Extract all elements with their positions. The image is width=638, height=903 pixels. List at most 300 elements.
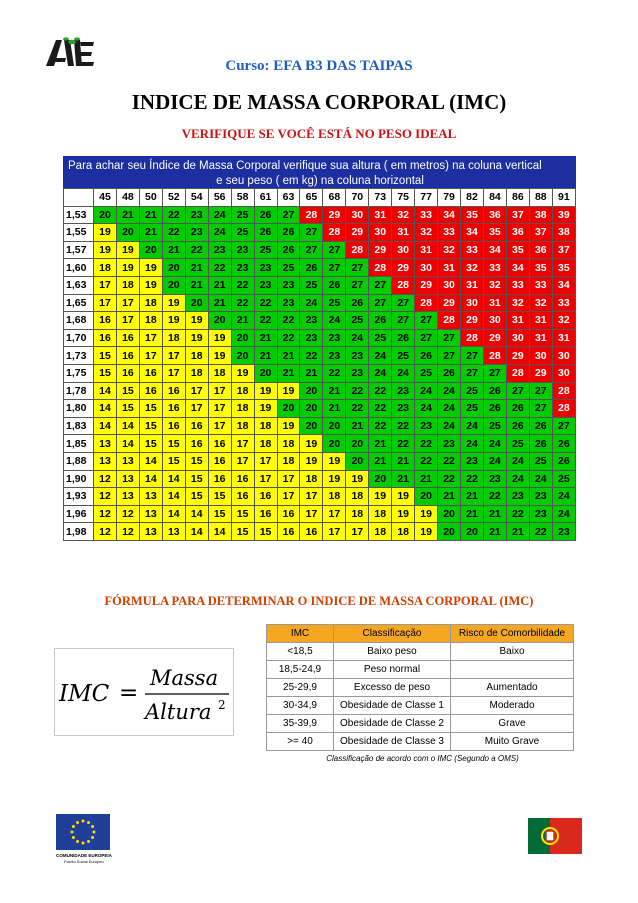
- bmi-cell: 18: [139, 294, 162, 312]
- classification-cell: Excesso de peso: [334, 679, 451, 697]
- bmi-cell: 23: [323, 329, 346, 347]
- bmi-cell: 36: [529, 241, 552, 259]
- bmi-cell: 31: [483, 294, 506, 312]
- eu-star: [72, 836, 75, 839]
- bmi-cell: 21: [116, 206, 139, 224]
- weight-header: 84: [483, 189, 506, 207]
- bmi-cell: 30: [392, 241, 415, 259]
- bmi-cell: 37: [552, 241, 575, 259]
- bmi-cell: 31: [369, 206, 392, 224]
- bmi-cell: 20: [231, 329, 254, 347]
- bmi-cell: 37: [506, 206, 529, 224]
- imc-range-cell: 30-34,9: [267, 697, 334, 715]
- bmi-cell: 19: [116, 241, 139, 259]
- bmi-cell: 18: [254, 435, 277, 453]
- bmi-cell: 20: [346, 452, 369, 470]
- bmi-cell: 24: [438, 400, 461, 418]
- bmi-cell: 16: [139, 382, 162, 400]
- bmi-cell: 19: [346, 470, 369, 488]
- bmi-cell: 23: [346, 364, 369, 382]
- bmi-cell: 17: [300, 488, 323, 506]
- bmi-cell: 23: [277, 276, 300, 294]
- bmi-cell: 22: [392, 435, 415, 453]
- bmi-cell: 28: [552, 382, 575, 400]
- bmi-cell: 17: [254, 470, 277, 488]
- bmi-cell: 22: [323, 364, 346, 382]
- bmi-cell: 16: [208, 452, 231, 470]
- bmi-cell: 20: [116, 224, 139, 242]
- bmi-cell: 23: [438, 435, 461, 453]
- formula-title: FÓRMULA PARA DETERMINAR O INDICE DE MASSA CORPORAL (IMC): [104, 594, 534, 608]
- bmi-row: [64, 523, 576, 541]
- bmi-cell: 23: [254, 259, 277, 277]
- formula-denominator: Altura: [145, 700, 212, 724]
- bmi-cell: 22: [483, 488, 506, 506]
- bmi-cell: 21: [483, 523, 506, 541]
- bmi-cell: 34: [461, 224, 484, 242]
- bmi-cell: 20: [323, 435, 346, 453]
- bmi-cell: 28: [323, 224, 346, 242]
- classification-table: [266, 624, 574, 751]
- bmi-cell: 26: [346, 294, 369, 312]
- bmi-row: [64, 470, 576, 488]
- bmi-cell: 15: [139, 417, 162, 435]
- classification-row: [267, 679, 574, 697]
- bmi-cell: 17: [139, 329, 162, 347]
- classification-cell: Peso normal: [334, 661, 451, 679]
- bmi-cell: 21: [392, 452, 415, 470]
- bmi-cell: 21: [300, 364, 323, 382]
- bmi-cell: 20: [461, 523, 484, 541]
- bmi-cell: 23: [185, 206, 208, 224]
- bmi-cell: 27: [461, 364, 484, 382]
- bmi-cell: 22: [415, 452, 438, 470]
- bmi-cell: 17: [116, 312, 139, 330]
- bmi-cell: 21: [254, 347, 277, 365]
- bmi-cell: 19: [185, 329, 208, 347]
- bmi-cell: 21: [277, 364, 300, 382]
- bmi-cell: 20: [300, 417, 323, 435]
- bmi-cell: 28: [300, 206, 323, 224]
- bmi-cell: 21: [461, 488, 484, 506]
- bmi-cell: 17: [162, 364, 185, 382]
- bmi-chart: [63, 156, 576, 541]
- bmi-cell: 26: [438, 364, 461, 382]
- bmi-cell: 27: [438, 329, 461, 347]
- bmi-cell: 18: [116, 276, 139, 294]
- bmi-cell: 21: [185, 259, 208, 277]
- bmi-cell: 17: [300, 505, 323, 523]
- bmi-cell: 18: [369, 505, 392, 523]
- classification-row: [267, 733, 574, 751]
- bmi-row: [64, 382, 576, 400]
- bmi-cell: 22: [277, 329, 300, 347]
- instruction-line-1: Para achar seu Índice de Massa Corporal verifique sua altura ( em metros) na coluna vertical: [68, 160, 542, 172]
- bmi-row: [64, 505, 576, 523]
- risk-cell: Baixo: [451, 643, 574, 661]
- bmi-cell: 33: [506, 276, 529, 294]
- bmi-cell: 18: [162, 329, 185, 347]
- height-label: 1,85: [64, 435, 94, 453]
- bmi-cell: 21: [208, 276, 231, 294]
- bmi-cell: 19: [323, 470, 346, 488]
- classification-row: [267, 661, 574, 679]
- bmi-cell: 30: [552, 364, 575, 382]
- bmi-cell: 21: [185, 276, 208, 294]
- bmi-row: [64, 347, 576, 365]
- bmi-cell: 33: [529, 276, 552, 294]
- bmi-cell: 23: [254, 276, 277, 294]
- bmi-cell: 19: [94, 224, 117, 242]
- bmi-cell: 19: [254, 382, 277, 400]
- bmi-cell: 35: [529, 259, 552, 277]
- bmi-cell: 26: [254, 224, 277, 242]
- risk-cell: Aumentado: [451, 679, 574, 697]
- bmi-cell: 18: [277, 452, 300, 470]
- bmi-cell: 29: [461, 312, 484, 330]
- bmi-cell: 23: [529, 488, 552, 506]
- bmi-cell: 27: [529, 382, 552, 400]
- bmi-cell: 21: [438, 488, 461, 506]
- bmi-cell: 19: [254, 400, 277, 418]
- bmi-cell: 27: [346, 276, 369, 294]
- height-label: 1,63: [64, 276, 94, 294]
- bmi-cell: 26: [369, 312, 392, 330]
- weight-header: 52: [162, 189, 185, 207]
- bmi-cell: 15: [231, 505, 254, 523]
- bmi-cell: 33: [552, 294, 575, 312]
- height-label: 1,80: [64, 400, 94, 418]
- bmi-cell: 32: [529, 294, 552, 312]
- bmi-row: [64, 400, 576, 418]
- bmi-row: [64, 417, 576, 435]
- bmi-cell: 17: [208, 382, 231, 400]
- weight-header: 73: [369, 189, 392, 207]
- bmi-cell: 23: [529, 505, 552, 523]
- bmi-cell: 15: [208, 505, 231, 523]
- height-label: 1,53: [64, 206, 94, 224]
- bmi-cell: 27: [529, 400, 552, 418]
- bmi-cell: 17: [139, 347, 162, 365]
- bmi-cell: 34: [438, 206, 461, 224]
- bmi-cell: 27: [438, 347, 461, 365]
- bmi-cell: 29: [483, 329, 506, 347]
- bmi-cell: 24: [323, 312, 346, 330]
- height-label: 1,60: [64, 259, 94, 277]
- bmi-cell: 20: [300, 400, 323, 418]
- bmi-cell: 26: [506, 400, 529, 418]
- bmi-cell: 21: [277, 347, 300, 365]
- height-label: 1,93: [64, 488, 94, 506]
- bmi-cell: 29: [438, 294, 461, 312]
- bmi-cell: 18: [94, 259, 117, 277]
- bmi-cell: 22: [369, 400, 392, 418]
- bmi-cell: 27: [552, 417, 575, 435]
- bmi-cell: 31: [392, 224, 415, 242]
- bmi-cell: 23: [506, 488, 529, 506]
- bmi-cell: 18: [231, 400, 254, 418]
- bmi-cell: 27: [392, 294, 415, 312]
- height-label: 1,96: [64, 505, 94, 523]
- bmi-row: [64, 364, 576, 382]
- bmi-cell: 17: [185, 400, 208, 418]
- eu-star: [91, 825, 94, 828]
- bmi-cell: 26: [254, 206, 277, 224]
- bmi-cell: 34: [506, 259, 529, 277]
- bmi-cell: 22: [346, 400, 369, 418]
- bmi-cell: 18: [300, 470, 323, 488]
- bmi-cell: 21: [231, 312, 254, 330]
- weight-header: 86: [506, 189, 529, 207]
- bmi-cell: 16: [231, 488, 254, 506]
- bmi-cell: 22: [208, 259, 231, 277]
- bmi-cell: 24: [506, 470, 529, 488]
- bmi-cell: 25: [461, 382, 484, 400]
- bmi-cell: 35: [506, 241, 529, 259]
- bmi-cell: 17: [94, 294, 117, 312]
- bmi-cell: 26: [277, 224, 300, 242]
- eu-star: [87, 821, 90, 824]
- bmi-cell: 20: [208, 312, 231, 330]
- header-risk: Risco de Comorbilidade: [451, 625, 574, 643]
- bmi-cell: 16: [162, 400, 185, 418]
- bmi-cell: 21: [461, 505, 484, 523]
- bmi-cell: 16: [185, 435, 208, 453]
- height-label: 1,83: [64, 417, 94, 435]
- bmi-cell: 19: [162, 294, 185, 312]
- bmi-cell: 29: [415, 276, 438, 294]
- height-label: 1,57: [64, 241, 94, 259]
- imc-formula: [54, 648, 234, 736]
- bmi-cell: 28: [506, 364, 529, 382]
- bmi-cell: 27: [323, 241, 346, 259]
- corner-cell: [64, 189, 94, 207]
- imc-range-cell: >= 40: [267, 733, 334, 751]
- bmi-cell: 17: [346, 523, 369, 541]
- bmi-cell: 17: [277, 470, 300, 488]
- eu-star: [91, 836, 94, 839]
- bmi-row: [64, 259, 576, 277]
- bmi-cell: 24: [461, 417, 484, 435]
- bmi-cell: 13: [139, 488, 162, 506]
- bmi-cell: 27: [392, 312, 415, 330]
- height-label: 1,88: [64, 452, 94, 470]
- bmi-cell: 18: [231, 382, 254, 400]
- bmi-cell: 25: [552, 470, 575, 488]
- bmi-cell: 22: [438, 470, 461, 488]
- bmi-cell: 16: [208, 435, 231, 453]
- classification-cell: Obesidade de Classe 1: [334, 697, 451, 715]
- imc-range-cell: 25-29,9: [267, 679, 334, 697]
- bmi-cell: 23: [277, 294, 300, 312]
- bmi-cell: 12: [94, 470, 117, 488]
- bmi-cell: 33: [438, 224, 461, 242]
- bmi-cell: 27: [346, 259, 369, 277]
- bmi-cell: 23: [300, 329, 323, 347]
- bmi-row: [64, 312, 576, 330]
- bmi-cell: 26: [483, 382, 506, 400]
- bmi-cell: 23: [231, 259, 254, 277]
- bmi-cell: 12: [94, 488, 117, 506]
- bmi-cell: 28: [415, 294, 438, 312]
- bmi-cell: 15: [116, 382, 139, 400]
- height-label: 1,65: [64, 294, 94, 312]
- bmi-row: [64, 294, 576, 312]
- bmi-cell: 28: [461, 329, 484, 347]
- bmi-cell: 19: [208, 329, 231, 347]
- bmi-cell: 32: [552, 312, 575, 330]
- bmi-cell: 24: [438, 382, 461, 400]
- eu-caption: COMUNIDADE EUROPEIA: [56, 853, 112, 858]
- eu-star: [93, 831, 96, 834]
- bmi-cell: 17: [94, 276, 117, 294]
- bmi-cell: 15: [208, 488, 231, 506]
- bmi-cell: 17: [254, 452, 277, 470]
- bmi-cell: 18: [185, 347, 208, 365]
- bmi-cell: 27: [415, 312, 438, 330]
- classification-row: [267, 715, 574, 733]
- eu-star: [71, 831, 74, 834]
- bmi-cell: 29: [369, 241, 392, 259]
- bmi-cell: 29: [529, 364, 552, 382]
- weight-header: 54: [185, 189, 208, 207]
- bmi-cell: 24: [208, 224, 231, 242]
- bmi-cell: 20: [94, 206, 117, 224]
- bmi-cell: 23: [415, 417, 438, 435]
- bmi-cell: 21: [369, 435, 392, 453]
- bmi-row: [64, 488, 576, 506]
- bmi-cell: 25: [506, 435, 529, 453]
- bmi-cell: 34: [552, 276, 575, 294]
- height-label: 1,55: [64, 224, 94, 242]
- height-label: 1,70: [64, 329, 94, 347]
- bmi-cell: 12: [94, 505, 117, 523]
- bmi-cell: 22: [369, 382, 392, 400]
- formula-lhs: IMC: [59, 681, 110, 707]
- bmi-row: [64, 329, 576, 347]
- bmi-cell: 16: [277, 523, 300, 541]
- bmi-cell: 28: [552, 400, 575, 418]
- bmi-cell: 28: [392, 276, 415, 294]
- bmi-cell: 16: [116, 347, 139, 365]
- weight-header: 77: [415, 189, 438, 207]
- bmi-cell: 30: [346, 206, 369, 224]
- bmi-cell: 36: [506, 224, 529, 242]
- bmi-cell: 13: [116, 470, 139, 488]
- bmi-cell: 21: [392, 470, 415, 488]
- bmi-cell: 31: [529, 312, 552, 330]
- bmi-cell: 19: [139, 259, 162, 277]
- bmi-cell: 20: [415, 488, 438, 506]
- bmi-row: [64, 276, 576, 294]
- bmi-cell: 15: [162, 452, 185, 470]
- bmi-cell: 34: [483, 241, 506, 259]
- bmi-cell: 28: [346, 241, 369, 259]
- bmi-cell: 15: [185, 488, 208, 506]
- bmi-cell: 23: [300, 312, 323, 330]
- bmi-cell: 32: [483, 276, 506, 294]
- bmi-cell: 22: [231, 294, 254, 312]
- bmi-cell: 27: [483, 364, 506, 382]
- bmi-cell: 25: [461, 400, 484, 418]
- bmi-cell: 20: [346, 435, 369, 453]
- bmi-row: [64, 241, 576, 259]
- bmi-cell: 24: [483, 435, 506, 453]
- classification-cell: Obesidade de Classe 3: [334, 733, 451, 751]
- bmi-cell: 14: [116, 435, 139, 453]
- bmi-cell: 35: [552, 259, 575, 277]
- bmi-cell: 19: [139, 276, 162, 294]
- formula-exponent: 2: [218, 698, 226, 712]
- weight-header: 82: [461, 189, 484, 207]
- height-label: 1,73: [64, 347, 94, 365]
- weight-header: 88: [529, 189, 552, 207]
- weight-header: 50: [139, 189, 162, 207]
- bmi-cell: 24: [552, 505, 575, 523]
- bmi-cell: 18: [346, 505, 369, 523]
- bmi-cell: 26: [552, 452, 575, 470]
- bmi-cell: 13: [139, 523, 162, 541]
- bmi-cell: 20: [139, 241, 162, 259]
- bmi-cell: 39: [552, 206, 575, 224]
- bmi-cell: 15: [139, 435, 162, 453]
- weight-header: 65: [300, 189, 323, 207]
- height-label: 1,90: [64, 470, 94, 488]
- bmi-cell: 13: [162, 523, 185, 541]
- bmi-cell: 15: [254, 523, 277, 541]
- bmi-cell: 19: [415, 505, 438, 523]
- bmi-cell: 18: [277, 435, 300, 453]
- bmi-cell: 21: [139, 206, 162, 224]
- bmi-instructions: [63, 156, 576, 188]
- bmi-cell: 19: [300, 452, 323, 470]
- bmi-cell: 14: [94, 417, 117, 435]
- bmi-cell: 19: [415, 523, 438, 541]
- bmi-cell: 26: [529, 417, 552, 435]
- bmi-cell: 31: [506, 312, 529, 330]
- bmi-cell: 21: [506, 523, 529, 541]
- bmi-cell: 23: [323, 347, 346, 365]
- bmi-cell: 19: [392, 488, 415, 506]
- bmi-cell: 14: [139, 470, 162, 488]
- eu-star: [87, 840, 90, 843]
- bmi-cell: 29: [392, 259, 415, 277]
- bmi-cell: 37: [529, 224, 552, 242]
- bmi-cell: 30: [369, 224, 392, 242]
- bmi-cell: 22: [185, 241, 208, 259]
- bmi-cell: 20: [162, 276, 185, 294]
- height-label: 1,98: [64, 523, 94, 541]
- bmi-cell: 27: [369, 276, 392, 294]
- bmi-cell: 31: [415, 241, 438, 259]
- bmi-cell: 24: [552, 488, 575, 506]
- bmi-cell: 26: [506, 417, 529, 435]
- bmi-cell: 17: [208, 417, 231, 435]
- bmi-cell: 27: [461, 347, 484, 365]
- formula-equals: =: [119, 680, 139, 706]
- bmi-cell: 21: [208, 294, 231, 312]
- bmi-row: [64, 206, 576, 224]
- course-title: Curso: EFA B3 DAS TAIPAS: [225, 58, 413, 74]
- bmi-cell: 22: [415, 435, 438, 453]
- bmi-cell: 24: [300, 294, 323, 312]
- bmi-cell: 24: [392, 364, 415, 382]
- page-subtitle: VERIFIQUE SE VOCÊ ESTÁ NO PESO IDEAL: [181, 126, 457, 141]
- bmi-cell: 16: [94, 329, 117, 347]
- imc-range-cell: <18,5: [267, 643, 334, 661]
- bmi-cell: 26: [392, 329, 415, 347]
- bmi-cell: 18: [254, 417, 277, 435]
